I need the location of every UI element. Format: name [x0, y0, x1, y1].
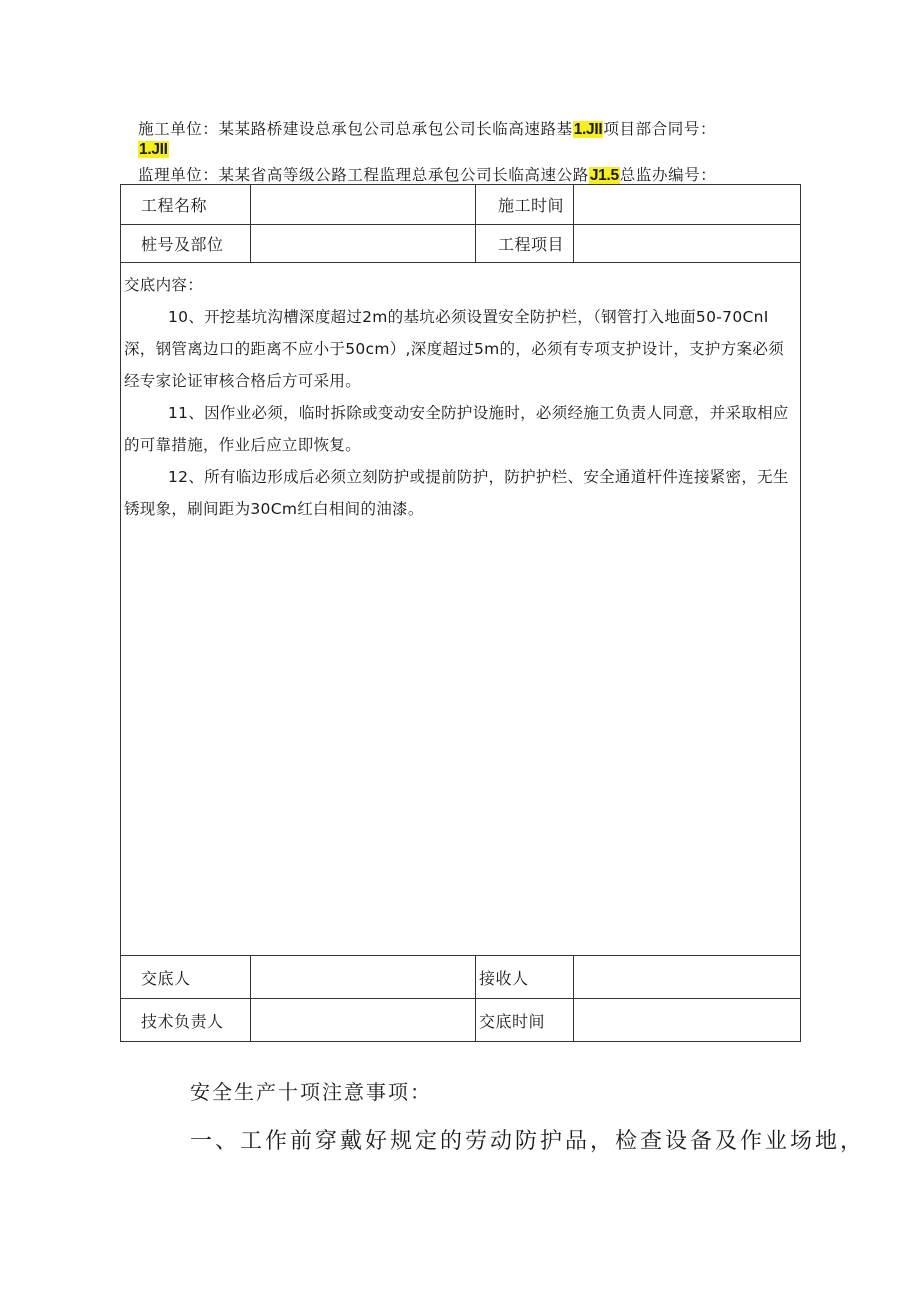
construction-time-field[interactable]: [574, 185, 801, 225]
discloser-field[interactable]: [251, 956, 476, 999]
footer-heading: 安全生产十项注意事项：: [190, 1080, 432, 1104]
disclosure-form-table: [120, 184, 801, 1042]
construction-time-label: 施工时间: [476, 185, 574, 225]
table-row: [121, 225, 801, 263]
content-item-10: 10、开挖基坑沟槽深度超过2m的基坑必须设置安全防护栏，（钢管打入地面50-70CnI深，钢管离边口的距离不应小于50cm）,深度超过5m的，必须有专项支护设计，支护方案必须经专家论证审核合格后方可采用。: [124, 308, 784, 390]
discloser-label: 交底人: [121, 956, 251, 999]
receiver-label: 接收人: [476, 956, 574, 999]
station-label: 桩号及部位: [121, 225, 251, 263]
supervision-unit-value: 某某省高等级公路工程监理总承包公司长临高速公路: [218, 166, 589, 184]
supervision-code-highlight: J1.5: [589, 167, 619, 184]
header-line-construction: [138, 117, 716, 139]
project-item-label: 工程项目: [476, 225, 574, 263]
disclosure-content: [121, 263, 800, 525]
footer-item-1: 一、工作前穿戴好规定的劳动防护品，检查设备及作业场地，: [190, 1129, 866, 1154]
tech-lead-field[interactable]: [251, 999, 476, 1042]
table-row: [121, 185, 801, 225]
station-field[interactable]: [251, 225, 476, 263]
table-row: [121, 999, 801, 1042]
disclosure-time-label: 交底时间: [476, 999, 574, 1042]
content-item-12: 12、所有临边形成后必须立刻防护或提前防护，防护护栏、安全通道杆件连接紧密，无生锈现象，刷间距为30Cm红白相间的油漆。: [124, 468, 789, 518]
project-name-field[interactable]: [251, 185, 476, 225]
tech-lead-label: 技术负责人: [121, 999, 251, 1042]
header-line-contract-number: [138, 140, 169, 159]
disclosure-time-field[interactable]: [574, 999, 801, 1042]
header-line-supervision: [138, 163, 716, 185]
project-name-label: 工程名称: [121, 185, 251, 225]
construction-unit-label: 施工单位：: [138, 120, 219, 138]
content-item-11: 11、因作业必须，临时拆除或变动安全防护设施时，必须经施工负责人同意，并采取相应的可靠措施，作业后应立即恢复。: [124, 404, 789, 454]
table-row: [121, 263, 801, 956]
supervision-unit-label: 监理单位：: [138, 166, 219, 184]
table-row: [121, 956, 801, 999]
project-item-field[interactable]: [574, 225, 801, 263]
contract-number-highlight: 1.JII: [139, 141, 168, 158]
construction-unit-value: 某某路桥建设总承包公司总承包公司长临高速路基: [218, 120, 573, 138]
contract-label: 项目部合同号：: [603, 120, 717, 138]
disclosure-content-cell: [121, 263, 801, 956]
content-title: 交底内容：: [124, 276, 204, 294]
receiver-field[interactable]: [574, 956, 801, 999]
supervision-suffix: 总监办编号：: [619, 166, 717, 184]
construction-code-highlight: 1.JII: [573, 121, 603, 138]
